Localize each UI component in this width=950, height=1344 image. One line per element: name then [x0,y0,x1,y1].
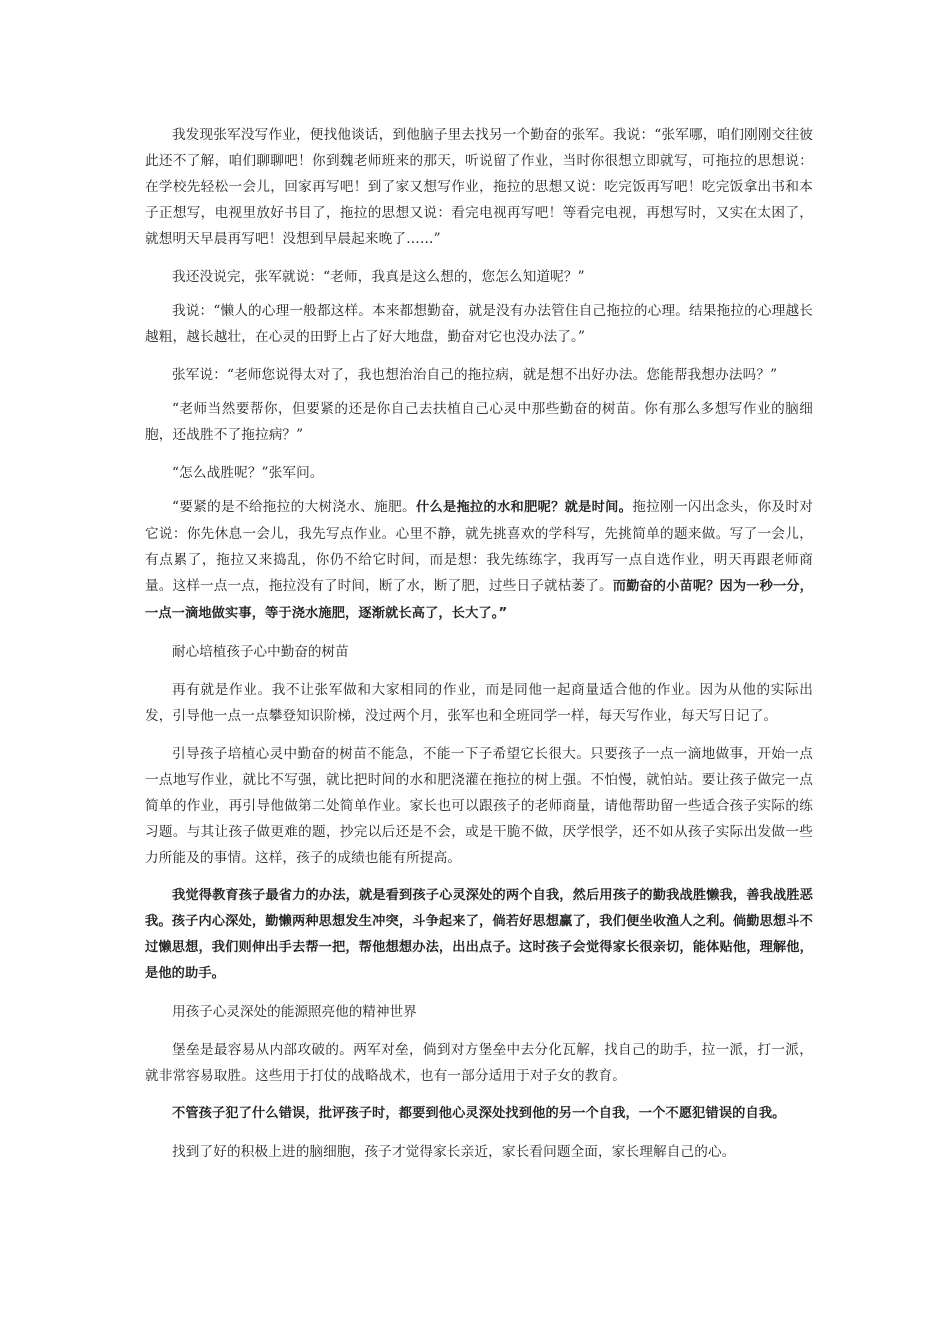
document-page [145,122,813,1177]
paragraph-7-part-a: “要紧的是不给拖拉的大树浇水、施肥。 [172,499,416,515]
section-heading-2: 用孩子心灵深处的能源照亮他的精神世界 [172,1004,417,1020]
paragraph-13: 找到了好的积极上进的脑细胞，孩子才觉得家长亲近，家长看问题全面，家长理解自己的心。 [172,1144,736,1160]
paragraph-7-bold-b: 什么是拖拉的水和肥呢？就是时间。 [415,500,633,515]
paragraph-11: 堡垒是最容易从内部攻破的。两军对垒，倘到对方堡垒中去分化瓦解，找自己的助手，拉一派，打一派，就非常容易取胜。这些用于打仗的战略战术，也有一部分适用于对子女的教育。 [145,1042,813,1084]
paragraph-10: 我觉得教育孩子最省力的办法，就是看到孩子心灵深处的两个自我，然后用孩子的勤我战胜懒我，善我战胜恶我。孩子内心深处，勤懒两种思想发生冲突，斗争起来了，倘若好思想赢了，我们便坐收渔人之利。倘勤思想斗不过懒思想，我们则伸出手去帮一把，帮他想想办法，出出点子。这时孩子会觉得家长很亲切，能体贴他，理解他，是他的助手。 [145,888,813,981]
paragraph-4: 张军说：“老师您说得太对了，我也想治治自己的拖拉病，就是想不出好办法。您能帮我想办法吗？” [172,367,778,383]
paragraph-7-part-c: 拖拉刚一闪出念头，你及时对它说：你先休息一会儿，我先写点作业。心里不静，就先挑喜欢的学科写，先挑简单的题来做。写了一会儿，有点累了，拖拉又来捣乱，你仍不给它时间，而是想：我先练练字，我再写一点自选作业，明天再跟老师商量。这样一点一点，拖拉没有了时间，断了水，断了肥，过些日子就枯萎了。 [145,499,814,594]
paragraph-12: 不管孩子犯了什么错误，批评孩子时，都要到他心灵深处找到他的另一个自我，一个不愿犯错误的自我。 [172,1106,786,1121]
paragraph-6: “怎么战胜呢？”张军问。 [172,465,324,481]
paragraph-7-bold-d: 而勤奋的小苗呢？因为一秒一分，一点一滴地做实事，等于浇水施肥，逐渐就长高了，长大了。” [145,579,813,621]
paragraph-3: 我说：“懒人的心理一般都这样。本来都想勤奋，就是没有办法管住自己拖拉的心理。结果拖拉的心理越长越粗，越长越壮，在心灵的田野上占了好大地盘，勤奋对它也没办法了。” [145,303,813,345]
paragraph-2: 我还没说完，张军就说：“老师，我真是这么想的，您怎么知道呢？” [172,269,585,285]
paragraph-9: 引导孩子培植心灵中勤奋的树苗不能急，不能一下子希望它长很大。只要孩子一点一滴地做事，开始一点一点地写作业，就比不写强，就比把时间的水和肥浇灌在拖拉的树上强。不怕慢，就怕站。要让孩子做完一点简单的作业，再引导他做第二处简单作业。家长也可以跟孩子的老师商量，请他帮助留一些适合孩子实际的练习题。与其让孩子做更难的题，抄完以后还是不会，或是干脆不做，厌学恨学，还不如从孩子实际出发做一些力所能及的事情。这样，孩子的成绩也能有所提高。 [145,746,813,866]
paragraph-8: 再有就是作业。我不让张军做和大家相同的作业，而是同他一起商量适合他的作业。因为从他的实际出发，引导他一点一点攀登知识阶梯，没过两个月，张军也和全班同学一样，每天写作业，每天写日记了。 [145,682,813,724]
paragraph-1: 我发现张军没写作业，便找他谈话，到他脑子里去找另一个勤奋的张军。我说：“张军哪，咱们刚刚交往彼此还不了解，咱们聊聊吧！你到魏老师班来的那天，听说留了作业，当时你很想立即就写，可拖拉的思想说：在学校先轻松一会儿，回家再写吧！到了家又想写作业，拖拉的思想又说：吃完饭再写吧！吃完饭拿出书和本子正想写，电视里放好书目了，拖拉的思想又说：看完电视再写吧！等看完电视，再想写时，又实在太困了，就想明天早晨再写吧！没想到早晨起来晚了……” [145,127,813,247]
paragraph-5: “老师当然要帮你，但要紧的还是你自己去扶植自己心灵中那些勤奋的树苗。你有那么多想写作业的脑细胞，还战胜不了拖拉病？” [145,401,813,443]
section-heading-1: 耐心培植孩子心中勤奋的树苗 [172,644,349,660]
paragraph-7 [145,494,813,627]
